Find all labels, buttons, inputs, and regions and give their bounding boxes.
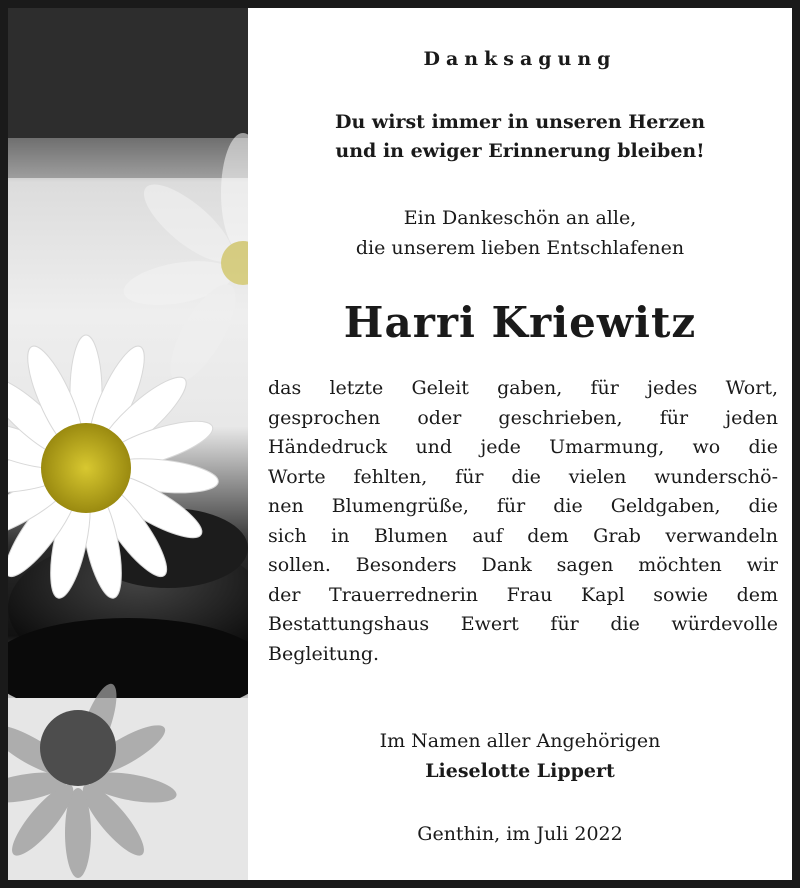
- body-line: Bestattungshaus Ewert für die würdevolle: [268, 613, 778, 635]
- body-line: sollen. Besonders Dank sagen möchten wir: [268, 554, 778, 576]
- body-line: nen Blumengrüße, für die Geldgaben, die: [268, 495, 778, 517]
- intro-line: die unserem lieben Entschlafenen: [355, 237, 685, 259]
- intro-line: Ein Dankeschön an alle,: [403, 207, 637, 229]
- signature-name: Lieselotte Lippert: [425, 760, 615, 782]
- body-line: der Trauerrednerin Frau Kapl sowie dem: [268, 583, 778, 606]
- body-line: sich in Blumen auf dem Grab verwandeln: [268, 524, 778, 547]
- thanks-body: [268, 374, 778, 669]
- signature-line: Im Namen aller Angehörigen: [379, 730, 661, 752]
- deceased-name: Harri Kriewitz: [343, 298, 697, 347]
- daisy-photo: [8, 8, 248, 880]
- heading: Danksagung: [423, 48, 617, 70]
- body-line: Worte fehlten, für die vielen wunderschö-: [268, 465, 778, 488]
- body-line: Begleitung.: [268, 642, 380, 665]
- body-line: gesprochen oder geschrieben, für jeden: [268, 406, 778, 429]
- motto-line: Du wirst immer in unseren Herzen: [334, 111, 706, 133]
- body-line: Händedruck und jede Umarmung, wo die: [268, 436, 778, 458]
- body-line: das letzte Geleit gaben, für jedes Wort,: [268, 377, 778, 399]
- obituary-text: [248, 8, 792, 880]
- motto-line: und in ewiger Erinnerung bleiben!: [335, 140, 705, 162]
- motto: [248, 108, 792, 166]
- intro: [248, 203, 792, 263]
- place-date: Genthin, im Juli 2022: [417, 823, 623, 845]
